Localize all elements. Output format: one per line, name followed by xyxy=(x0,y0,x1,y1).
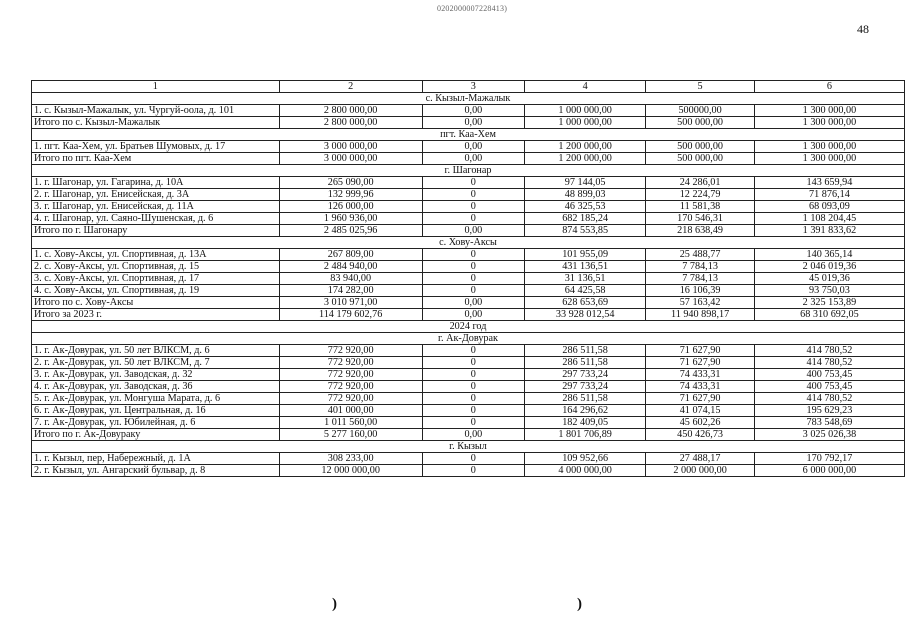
value-cell-col-6: 414 780,52 xyxy=(754,357,904,369)
row-label-cell: 2. с. Хову-Аксы, ул. Спортивная, д. 15 xyxy=(32,261,280,273)
value-cell-col-2: 83 940,00 xyxy=(279,273,422,285)
section-heading: г. Ак-Довурак xyxy=(32,333,905,345)
value-cell-col-2: 772 920,00 xyxy=(279,393,422,405)
value-cell-col-3: 0,00 xyxy=(422,141,524,153)
table-row xyxy=(32,117,905,129)
budget-table xyxy=(31,80,905,477)
value-cell-col-6: 1 391 833,62 xyxy=(754,225,904,237)
value-cell-col-3: 0 xyxy=(422,285,524,297)
value-cell-col-3: 0 xyxy=(422,369,524,381)
row-label-cell: Итого за 2023 г. xyxy=(32,309,280,321)
value-cell-col-4: 101 955,09 xyxy=(524,249,645,261)
value-cell-col-4: 286 511,58 xyxy=(524,393,645,405)
table-row xyxy=(32,453,905,465)
value-cell-col-2: 1 011 560,00 xyxy=(279,417,422,429)
table-row xyxy=(32,417,905,429)
value-cell-col-6: 2 325 153,89 xyxy=(754,297,904,309)
section-row xyxy=(32,321,905,333)
value-cell-col-5: 74 433,31 xyxy=(646,381,755,393)
value-cell-col-2: 772 920,00 xyxy=(279,357,422,369)
value-cell-col-4: 164 296,62 xyxy=(524,405,645,417)
value-cell-col-5: 71 627,90 xyxy=(646,357,755,369)
value-cell-col-5: 57 163,42 xyxy=(646,297,755,309)
row-label-cell: 1. г. Кызыл, пер, Набережный, д. 1А xyxy=(32,453,280,465)
value-cell-col-3: 0,00 xyxy=(422,309,524,321)
row-label-cell: 1. с. Кызыл-Мажалык, ул. Чургуй-оола, д. 101 xyxy=(32,105,280,117)
table-row xyxy=(32,225,905,237)
value-cell-col-3: 0 xyxy=(422,201,524,213)
row-label-cell: 7. г. Ак-Довурак, ул. Юбилейная, д. 6 xyxy=(32,417,280,429)
value-cell-col-3: 0 xyxy=(422,177,524,189)
value-cell-col-4: 182 409,05 xyxy=(524,417,645,429)
value-cell-col-3: 0 xyxy=(422,189,524,201)
value-cell-col-2: 2 800 000,00 xyxy=(279,105,422,117)
value-cell-col-2: 174 282,00 xyxy=(279,285,422,297)
value-cell-col-3: 0,00 xyxy=(422,429,524,441)
value-cell-col-2: 772 920,00 xyxy=(279,381,422,393)
value-cell-col-6: 1 300 000,00 xyxy=(754,153,904,165)
value-cell-col-2: 3 000 000,00 xyxy=(279,141,422,153)
value-cell-col-6: 71 876,14 xyxy=(754,189,904,201)
row-label-cell: Итого по г. Ак-Довураку xyxy=(32,429,280,441)
table-row xyxy=(32,309,905,321)
value-cell-col-2: 12 000 000,00 xyxy=(279,465,422,477)
value-cell-col-6: 140 365,14 xyxy=(754,249,904,261)
section-row xyxy=(32,129,905,141)
value-cell-col-2: 2 485 025,96 xyxy=(279,225,422,237)
table-row xyxy=(32,189,905,201)
row-label-cell: 3. г. Шагонар, ул. Енисейская, д. 11А xyxy=(32,201,280,213)
table-row xyxy=(32,357,905,369)
value-cell-col-4: 1 200 000,00 xyxy=(524,141,645,153)
row-label-cell: 6. г. Ак-Довурак, ул. Центральная, д. 16 xyxy=(32,405,280,417)
value-cell-col-2: 3 010 971,00 xyxy=(279,297,422,309)
value-cell-col-5: 45 602,26 xyxy=(646,417,755,429)
table-header-row xyxy=(32,81,905,93)
value-cell-col-4: 874 553,85 xyxy=(524,225,645,237)
section-heading: с. Хову-Аксы xyxy=(32,237,905,249)
value-cell-col-4: 33 928 012,54 xyxy=(524,309,645,321)
value-cell-col-3: 0 xyxy=(422,261,524,273)
row-label-cell: 3. с. Хову-Аксы, ул. Спортивная, д. 17 xyxy=(32,273,280,285)
table-row xyxy=(32,141,905,153)
value-cell-col-3: 0 xyxy=(422,417,524,429)
column-header-2: 2 xyxy=(279,81,422,93)
table-row xyxy=(32,393,905,405)
value-cell-col-5: 11 940 898,17 xyxy=(646,309,755,321)
row-label-cell: Итого по г. Шагонару xyxy=(32,225,280,237)
value-cell-col-4: 1 000 000,00 xyxy=(524,117,645,129)
row-label-cell: 4. г. Шагонар, ул. Саяно-Шушенская, д. 6 xyxy=(32,213,280,225)
value-cell-col-2: 114 179 602,76 xyxy=(279,309,422,321)
value-cell-col-3: 0,00 xyxy=(422,105,524,117)
value-cell-col-5: 25 488,77 xyxy=(646,249,755,261)
row-label-cell: 4. г. Ак-Довурак, ул. Заводская, д. 36 xyxy=(32,381,280,393)
value-cell-col-6: 195 629,23 xyxy=(754,405,904,417)
section-heading: с. Кызыл-Мажалык xyxy=(32,93,905,105)
value-cell-col-6: 414 780,52 xyxy=(754,393,904,405)
table-row xyxy=(32,105,905,117)
value-cell-col-4: 109 952,66 xyxy=(524,453,645,465)
value-cell-col-6: 93 750,03 xyxy=(754,285,904,297)
row-label-cell: 1. пгт. Каа-Хем, ул. Братьев Шумовых, д. 17 xyxy=(32,141,280,153)
value-cell-col-5: 12 224,79 xyxy=(646,189,755,201)
value-cell-col-6: 170 792,17 xyxy=(754,453,904,465)
value-cell-col-3: 0 xyxy=(422,405,524,417)
value-cell-col-2: 772 920,00 xyxy=(279,369,422,381)
value-cell-col-6: 1 108 204,45 xyxy=(754,213,904,225)
row-label-cell: 4. с. Хову-Аксы, ул. Спортивная, д. 19 xyxy=(32,285,280,297)
table-row xyxy=(32,405,905,417)
value-cell-col-2: 2 484 940,00 xyxy=(279,261,422,273)
table-row xyxy=(32,429,905,441)
column-header-5: 5 xyxy=(646,81,755,93)
value-cell-col-5: 41 074,15 xyxy=(646,405,755,417)
value-cell-col-2: 2 800 000,00 xyxy=(279,117,422,129)
value-cell-col-5: 71 627,90 xyxy=(646,393,755,405)
value-cell-col-5: 74 433,31 xyxy=(646,369,755,381)
row-label-cell: 1. с. Хову-Аксы, ул. Спортивная, д. 13А xyxy=(32,249,280,261)
value-cell-col-5: 500 000,00 xyxy=(646,141,755,153)
value-cell-col-5: 2 000 000,00 xyxy=(646,465,755,477)
value-cell-col-3: 0 xyxy=(422,213,524,225)
value-cell-col-3: 0 xyxy=(422,465,524,477)
value-cell-col-4: 46 325,53 xyxy=(524,201,645,213)
value-cell-col-5: 500000,00 xyxy=(646,105,755,117)
value-cell-col-4: 297 733,24 xyxy=(524,381,645,393)
row-label-cell: 5. г. Ак-Довурак, ул. Монгуша Марата, д. 6 xyxy=(32,393,280,405)
value-cell-col-3: 0 xyxy=(422,357,524,369)
value-cell-col-5: 16 106,39 xyxy=(646,285,755,297)
value-cell-col-4: 64 425,58 xyxy=(524,285,645,297)
value-cell-col-4: 97 144,05 xyxy=(524,177,645,189)
value-cell-col-6: 1 300 000,00 xyxy=(754,117,904,129)
value-cell-col-3: 0 xyxy=(422,381,524,393)
value-cell-col-2: 3 000 000,00 xyxy=(279,153,422,165)
table-row xyxy=(32,285,905,297)
value-cell-col-2: 1 960 936,00 xyxy=(279,213,422,225)
value-cell-col-3: 0 xyxy=(422,453,524,465)
value-cell-col-4: 48 899,03 xyxy=(524,189,645,201)
row-label-cell: 1. г. Шагонар, ул. Гагарина, д. 10А xyxy=(32,177,280,189)
table-row xyxy=(32,153,905,165)
value-cell-col-4: 628 653,69 xyxy=(524,297,645,309)
table-row xyxy=(32,369,905,381)
page-number: 48 xyxy=(857,22,869,36)
value-cell-col-2: 267 809,00 xyxy=(279,249,422,261)
section-heading: 2024 год xyxy=(32,321,905,333)
section-heading: пгт. Каа-Хем xyxy=(32,129,905,141)
value-cell-col-6: 68 093,09 xyxy=(754,201,904,213)
value-cell-col-4: 286 511,58 xyxy=(524,357,645,369)
value-cell-col-6: 68 310 692,05 xyxy=(754,309,904,321)
section-row xyxy=(32,333,905,345)
row-label-cell: Итого по с. Кызыл-Мажалык xyxy=(32,117,280,129)
table-row xyxy=(32,177,905,189)
value-cell-col-2: 308 233,00 xyxy=(279,453,422,465)
value-cell-col-6: 2 046 019,36 xyxy=(754,261,904,273)
value-cell-col-6: 1 300 000,00 xyxy=(754,141,904,153)
value-cell-col-5: 7 784,13 xyxy=(646,261,755,273)
value-cell-col-3: 0 xyxy=(422,345,524,357)
column-header-3: 3 xyxy=(422,81,524,93)
value-cell-col-4: 31 136,51 xyxy=(524,273,645,285)
section-heading: г. Кызыл xyxy=(32,441,905,453)
value-cell-col-6: 3 025 026,38 xyxy=(754,429,904,441)
value-cell-col-6: 6 000 000,00 xyxy=(754,465,904,477)
value-cell-col-5: 170 546,31 xyxy=(646,213,755,225)
value-cell-col-2: 5 277 160,00 xyxy=(279,429,422,441)
section-row xyxy=(32,165,905,177)
row-label-cell: 2. г. Шагонар, ул. Енисейская, д. 3А xyxy=(32,189,280,201)
value-cell-col-6: 414 780,52 xyxy=(754,345,904,357)
value-cell-col-3: 0,00 xyxy=(422,297,524,309)
table-row xyxy=(32,381,905,393)
column-header-1: 1 xyxy=(32,81,280,93)
column-header-4: 4 xyxy=(524,81,645,93)
value-cell-col-3: 0 xyxy=(422,273,524,285)
row-label-cell: Итого по с. Хову-Аксы xyxy=(32,297,280,309)
value-cell-col-5: 71 627,90 xyxy=(646,345,755,357)
value-cell-col-6: 400 753,45 xyxy=(754,369,904,381)
value-cell-col-5: 218 638,49 xyxy=(646,225,755,237)
value-cell-col-4: 1 000 000,00 xyxy=(524,105,645,117)
value-cell-col-2: 772 920,00 xyxy=(279,345,422,357)
value-cell-col-4: 1 200 000,00 xyxy=(524,153,645,165)
value-cell-col-4: 4 000 000,00 xyxy=(524,465,645,477)
column-header-6: 6 xyxy=(754,81,904,93)
section-row xyxy=(32,237,905,249)
value-cell-col-4: 431 136,51 xyxy=(524,261,645,273)
value-cell-col-4: 1 801 706,89 xyxy=(524,429,645,441)
table-row xyxy=(32,297,905,309)
value-cell-col-5: 24 286,01 xyxy=(646,177,755,189)
value-cell-col-3: 0 xyxy=(422,393,524,405)
table-row xyxy=(32,213,905,225)
value-cell-col-4: 297 733,24 xyxy=(524,369,645,381)
document-stamp: 0202000007228413) xyxy=(437,4,508,13)
value-cell-col-4: 682 185,24 xyxy=(524,213,645,225)
value-cell-col-6: 1 300 000,00 xyxy=(754,105,904,117)
value-cell-col-2: 401 000,00 xyxy=(279,405,422,417)
table-row xyxy=(32,273,905,285)
value-cell-col-2: 132 999,96 xyxy=(279,189,422,201)
value-cell-col-4: 286 511,58 xyxy=(524,345,645,357)
value-cell-col-3: 0,00 xyxy=(422,153,524,165)
section-row xyxy=(32,93,905,105)
value-cell-col-2: 265 090,00 xyxy=(279,177,422,189)
table-row xyxy=(32,249,905,261)
table-body xyxy=(32,81,905,477)
table-row xyxy=(32,201,905,213)
value-cell-col-5: 27 488,17 xyxy=(646,453,755,465)
value-cell-col-3: 0,00 xyxy=(422,117,524,129)
value-cell-col-5: 500 000,00 xyxy=(646,117,755,129)
footer-mark-right: ) xyxy=(577,596,582,612)
value-cell-col-6: 45 019,36 xyxy=(754,273,904,285)
row-label-cell: 1. г. Ак-Довурак, ул. 50 лет ВЛКСМ, д. 6 xyxy=(32,345,280,357)
table-row xyxy=(32,465,905,477)
value-cell-col-3: 0 xyxy=(422,249,524,261)
row-label-cell: 3. г. Ак-Довурак, ул. Заводская, д. 32 xyxy=(32,369,280,381)
value-cell-col-5: 7 784,13 xyxy=(646,273,755,285)
value-cell-col-6: 400 753,45 xyxy=(754,381,904,393)
table-row xyxy=(32,261,905,273)
section-row xyxy=(32,441,905,453)
value-cell-col-6: 143 659,94 xyxy=(754,177,904,189)
value-cell-col-6: 783 548,69 xyxy=(754,417,904,429)
value-cell-col-5: 11 581,38 xyxy=(646,201,755,213)
value-cell-col-3: 0,00 xyxy=(422,225,524,237)
value-cell-col-5: 450 426,73 xyxy=(646,429,755,441)
row-label-cell: Итого по пгт. Каа-Хем xyxy=(32,153,280,165)
value-cell-col-2: 126 000,00 xyxy=(279,201,422,213)
value-cell-col-5: 500 000,00 xyxy=(646,153,755,165)
table-row xyxy=(32,345,905,357)
section-heading: г. Шагонар xyxy=(32,165,905,177)
row-label-cell: 2. г. Кызыл, ул. Ангарский бульвар, д. 8 xyxy=(32,465,280,477)
row-label-cell: 2. г. Ак-Довурак, ул. 50 лет ВЛКСМ, д. 7 xyxy=(32,357,280,369)
footer-mark-left: ) xyxy=(332,596,337,612)
